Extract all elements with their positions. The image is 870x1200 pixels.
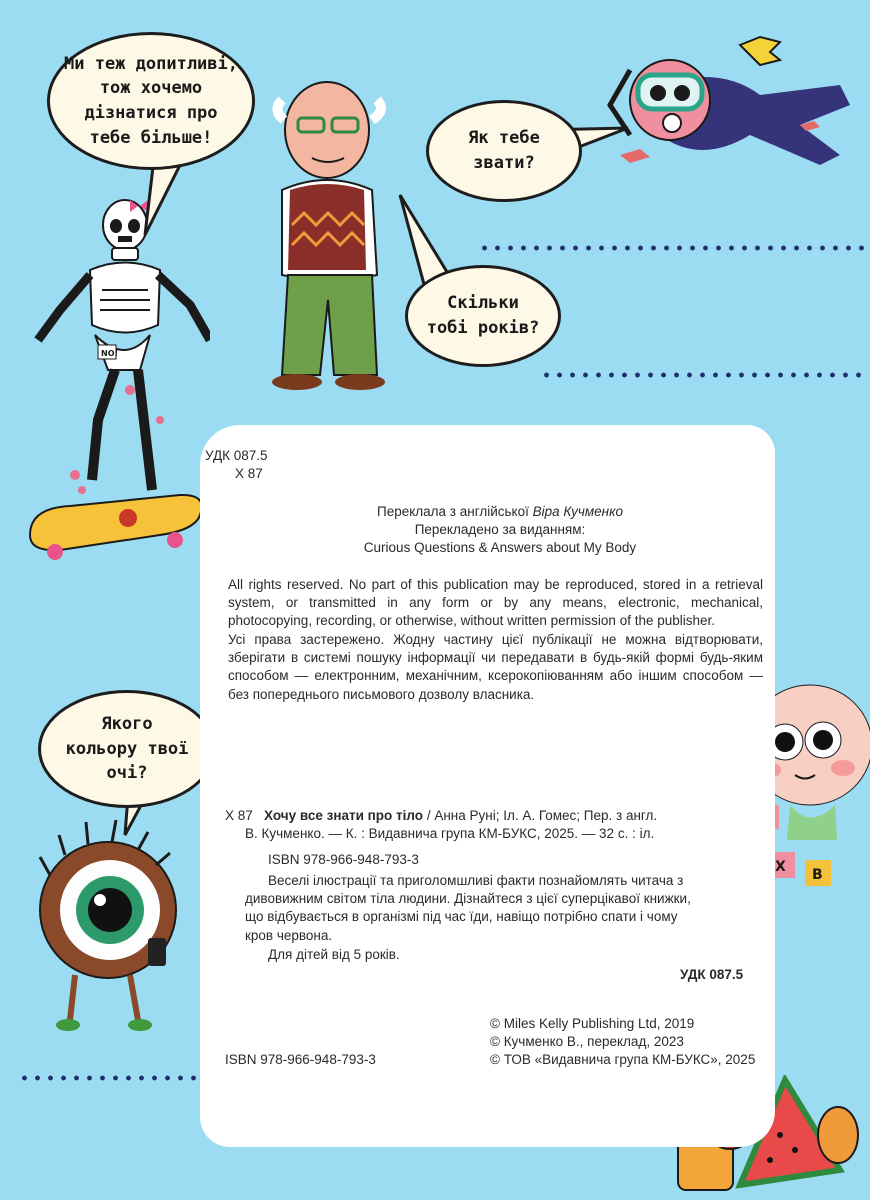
block-letter: X: [775, 859, 786, 875]
bubble-line: Як тебе: [468, 128, 540, 149]
translation-credit: [265, 503, 735, 521]
bubble-line: Ми теж допитливі,: [64, 53, 238, 74]
rights-ukrainian: Усі права застережено. Жодну частину цієї публікації не можна відтворювати, зберігати в системі пошуку інформації чи передавати в будь-якій формі будь-яким способом — електронним, механічним, ксерокопіюванням або іншим способом — без попереднього письмового дозволу власника.: [228, 632, 763, 702]
bubble-line: Якого: [101, 714, 153, 735]
bubble-line: очі?: [106, 763, 148, 784]
class-code-top: Х 87: [235, 466, 263, 481]
copyright-line: © ТОВ «Видавнича група КМ-БУКС», 2025: [490, 1052, 756, 1068]
isbn-bottom: ISBN 978-966-948-793-3: [225, 1052, 376, 1067]
bubble-line: тож хочемо: [99, 78, 203, 99]
entry-authors: / Анна Руні; Іл. А. Гомес; Пер. з англ.: [423, 808, 658, 823]
bubble-line: кольору твої: [65, 738, 189, 759]
copyright-line: © Miles Kelly Publishing Ltd, 2019: [490, 1016, 695, 1031]
udk-code-bottom: УДК 087.5: [680, 967, 744, 982]
skeleton-illustration: [20, 190, 210, 570]
catalog-entry-line2: В. Кучменко. — К. : Видавнича група КМ-БУКС, 2025. — 32 с. : іл.: [245, 826, 655, 841]
bubble-line: дізнатися про: [84, 103, 218, 123]
translator-name: Віра Кучменко: [532, 504, 623, 519]
udk-code-top: УДК 087.5: [205, 448, 268, 463]
bubble-line: Скільки: [447, 293, 519, 314]
speech-bubble-name: [426, 100, 582, 202]
bubble-line: тобі років?: [426, 318, 540, 338]
dotted-line-top: [478, 245, 868, 251]
speech-bubble-eyes: [38, 690, 216, 808]
original-title: Curious Questions & Answers about My Body: [363, 540, 637, 555]
dotted-line-bottom: [18, 1075, 218, 1081]
age-note: Для дітей від 5 років.: [268, 947, 400, 962]
entry-title: Хочу все знати про тіло: [264, 808, 424, 823]
copyright-block: [490, 1015, 770, 1070]
speech-bubble-curious: [47, 32, 255, 170]
patch-label: NO!: [101, 349, 119, 358]
translated-prefix: Переклала з англійської: [377, 504, 533, 519]
grandpa-illustration: [262, 70, 407, 390]
isbn-entry: ISBN 978-966-948-793-3: [268, 852, 419, 867]
catalog-entry-line1: [225, 807, 765, 825]
eyeball-illustration: [30, 820, 180, 1035]
diver-illustration: [600, 25, 855, 185]
bubble-line: звати?: [473, 153, 535, 173]
translated-from: Перекладено за виданням:: [414, 522, 586, 537]
bubble-line: тебе більше!: [89, 127, 213, 148]
copyright-line: © Кучменко В., переклад, 2023: [490, 1034, 684, 1050]
dotted-line-mid: [540, 372, 868, 378]
block-letter: B: [812, 867, 823, 883]
entry-class: Х 87: [225, 808, 253, 823]
book-description: Веселі ілюстрації та приголомшливі факти познайомлять читача з дивовижним світом тіла людини. Дізнайтеся з цієї суперцікавої книжки, що відбувається в організмі під час їди, навіщо потрібно спати і чому кров червона.: [245, 873, 691, 943]
speech-bubble-age: [405, 265, 561, 367]
rights-english: All rights reserved. No part of this publication may be reproduced, stored in a retrieval system, or transmitted in any form or by any means, electronic, mechanical, photocopying, recording, or otherwise, without written permission of the publisher.: [228, 577, 763, 629]
